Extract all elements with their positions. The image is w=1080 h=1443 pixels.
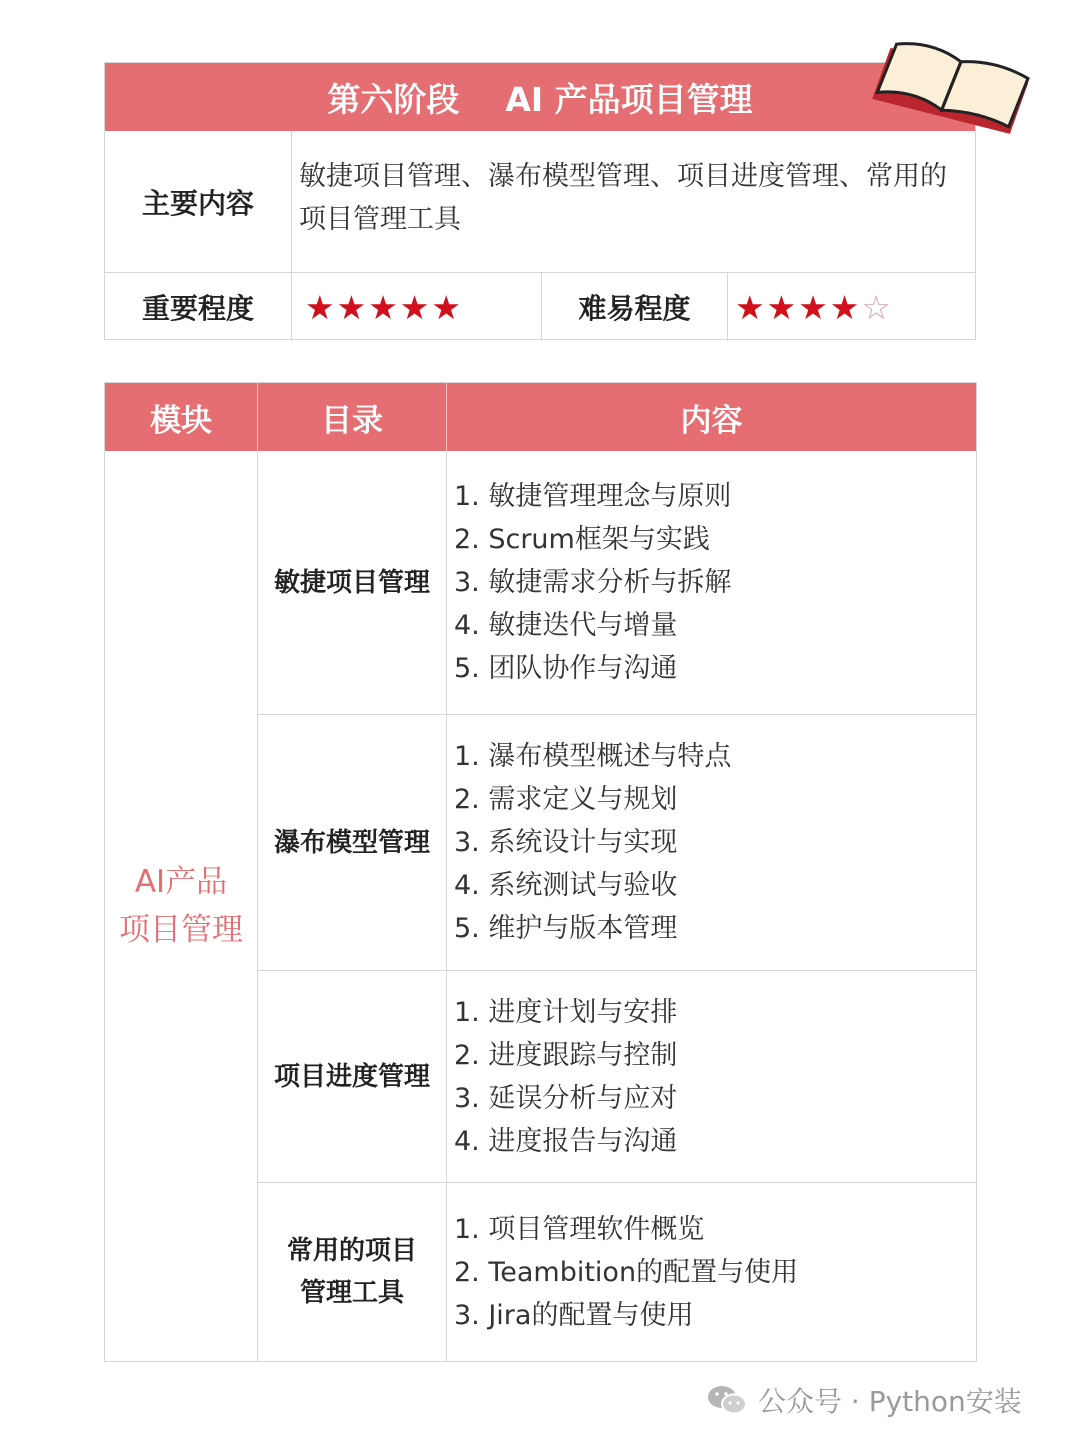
importance-label: 重要程度 (141, 292, 254, 325)
list-item: 1. 敏捷管理理念与原则 (454, 481, 732, 512)
table-header (105, 383, 976, 451)
star-filled-icon: ★ (336, 287, 367, 327)
section-name (258, 971, 446, 1182)
stage-title: 第六阶段 AI 产品项目管理 (105, 63, 975, 131)
section-name-line: 管理工具 (299, 1278, 404, 1308)
curriculum-table (104, 382, 977, 1362)
list-item: 2. Scrum框架与实践 (454, 524, 710, 555)
divider (291, 131, 292, 272)
importance-stars (305, 273, 461, 341)
divider (291, 273, 292, 341)
star-empty-icon: ☆ (861, 287, 891, 327)
list-item: 5. 维护与版本管理 (454, 913, 678, 944)
section-name (258, 1183, 446, 1361)
difficulty-stars (735, 273, 891, 341)
module-name-line: AI产品 (134, 864, 228, 900)
section-items (454, 1183, 798, 1361)
star-filled-icon: ★ (368, 287, 398, 327)
star-filled-icon: ★ (766, 287, 797, 327)
list-item: 2. Teambition的配置与使用 (454, 1256, 799, 1288)
header-module: 模块 (150, 402, 212, 439)
overview-card (104, 62, 976, 340)
star-filled-icon: ★ (735, 287, 765, 327)
footer-text: 公众号 · Python安装 (758, 1385, 1022, 1418)
main-content-row (105, 131, 975, 273)
section-name (258, 715, 446, 970)
star-filled-icon: ★ (798, 287, 828, 327)
module-name (105, 451, 257, 1361)
list-item: 1. 进度计划与安排 (454, 996, 678, 1028)
star-filled-icon: ★ (829, 287, 860, 327)
list-item: 4. 敏捷迭代与增量 (454, 610, 678, 641)
footer-watermark (706, 1380, 1022, 1420)
table-row (258, 1182, 976, 1361)
divider (727, 273, 728, 341)
list-item: 2. 进度跟踪与控制 (454, 1039, 678, 1071)
main-content-label: 主要内容 (141, 186, 254, 220)
list-item: 1. 瀑布模型概述与特点 (454, 741, 732, 772)
section-items (454, 971, 677, 1182)
section-name-line: 敏捷项目管理 (273, 567, 430, 598)
module-name-line: 项目管理 (119, 912, 243, 948)
section-items (454, 715, 731, 970)
difficulty-label: 难易程度 (578, 292, 691, 325)
section-name-line: 项目进度管理 (273, 1061, 430, 1092)
header-catalog: 目录 (321, 402, 383, 439)
star-filled-icon: ★ (399, 287, 430, 327)
table-row (258, 970, 976, 1182)
open-book-icon (872, 8, 1042, 158)
list-item: 3. 敏捷需求分析与拆解 (454, 567, 732, 598)
table-row (258, 451, 976, 714)
table-row (258, 714, 976, 970)
rating-row (105, 273, 975, 341)
star-filled-icon: ★ (305, 287, 335, 327)
header-content: 内容 (680, 402, 743, 439)
list-item: 2. 需求定义与规划 (454, 784, 678, 815)
list-item: 4. 进度报告与沟通 (454, 1125, 678, 1157)
list-item: 1. 项目管理软件概览 (454, 1213, 705, 1245)
wechat-icon (706, 1382, 748, 1418)
section-name-line: 常用的项目 (286, 1236, 417, 1266)
list-item: 4. 系统测试与验收 (454, 870, 678, 901)
list-item: 3. Jira的配置与使用 (454, 1299, 694, 1331)
list-item: 5. 团队协作与沟通 (454, 653, 678, 684)
star-filled-icon: ★ (431, 287, 461, 327)
list-item: 3. 系统设计与实现 (454, 827, 678, 858)
list-item: 3. 延误分析与应对 (454, 1082, 678, 1114)
main-content-text: 敏捷项目管理、瀑布模型管理、项目进度管理、常用的项目管理工具 (299, 161, 947, 235)
section-items (454, 451, 731, 714)
section-name-line: 瀑布模型管理 (273, 827, 430, 858)
section-name (258, 451, 446, 714)
